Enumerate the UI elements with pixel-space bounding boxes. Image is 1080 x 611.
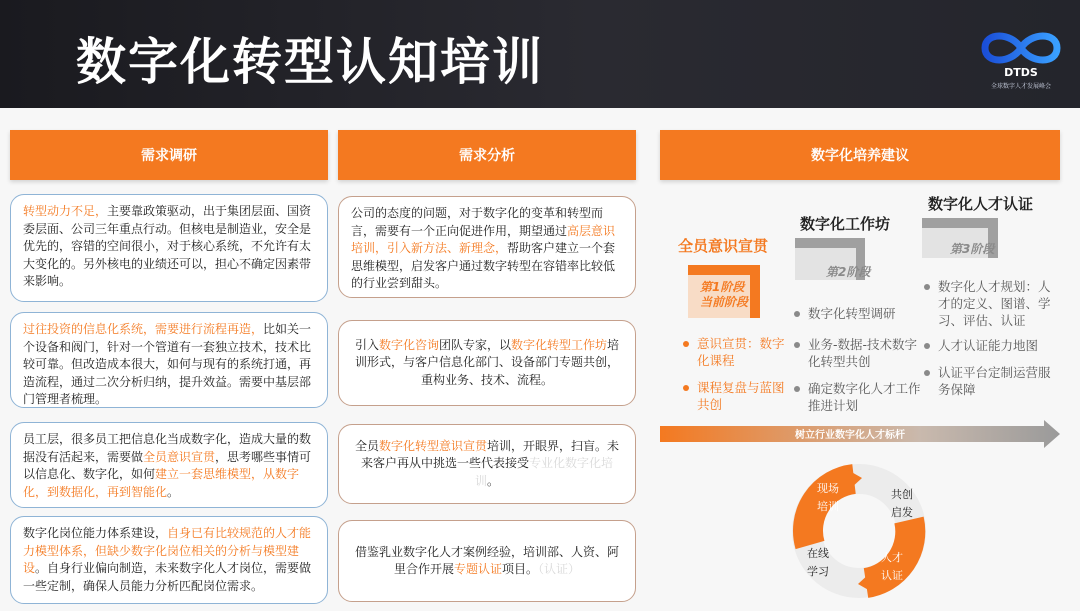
research-4-text-2: 。自身行业偏向制造，未来数字化人才岗位，需要做一些定制，确保人员能力分析匹配岗位需求。	[23, 561, 312, 593]
research-header-label: 需求调研	[141, 148, 197, 164]
analysis-4-text-1: 借鉴乳业数字化人才案例经验，培训部、人资、阿里合作开展	[354, 544, 619, 576]
stage-1-item: 课程复盘与蓝图共创	[681, 379, 789, 413]
research-3-highlight-1: 全员意识宣贯	[143, 449, 216, 464]
stage-1-title: 全员意识宣贯	[678, 237, 769, 255]
analysis-box-1	[338, 196, 636, 298]
analysis-box-2	[338, 320, 636, 406]
analysis-2-highlight-2: 数字化转型工作坊	[511, 337, 608, 352]
page-title: 数字化转型认知培训	[76, 33, 544, 91]
research-4-text-1: 数字化岗位能力体系建设，	[23, 526, 168, 540]
analysis-3-text-3: 。	[487, 473, 500, 488]
research-3-highlight-2: 建立一套思维模型，从数字化，到数据化，再到智能化	[23, 467, 300, 499]
advice-header-label: 数字化培养建议	[811, 148, 909, 164]
research-4-highlight: 自身已有比较规范的人才能力模型体系，但缺少数字化岗位相关的分析与模型建设	[23, 526, 312, 575]
stage-3-item: 数字化人才规划：人才的定义、图谱、学习、评估、认证	[922, 278, 1062, 329]
infinity-logo-icon	[975, 28, 1067, 68]
research-2-highlight: 过往投资的信息化系统，需要进行流程再造，	[23, 322, 264, 336]
stage-3-item: 认证平台定制运营服务保障	[922, 364, 1062, 398]
cycle-label-cocreate: 共创 启发	[891, 488, 913, 519]
cycle-label-online: 在线 学习	[807, 547, 829, 578]
analysis-1-text-2: 帮助客户建立一个套思维模型，启发客户通过数字转型在容错率比较低的行业尝到甜头。	[351, 241, 616, 290]
analysis-3-text-1: 全员	[354, 438, 379, 453]
cycle-label-cert: 人才 认证	[881, 551, 903, 582]
stage-2-item: 确定数字化人才工作推进计划	[792, 380, 922, 414]
stage-2-items	[792, 305, 922, 422]
research-1-text: 主要靠政策驱动，出于集团层面、国资委层面、公司三年重点行动。但核电是制造业，安全是优先的，容错的空间很小，对于核心系统，不允许有太大变化的。另外核电的业绩还可以，担心不确定因素带来影响。	[23, 204, 312, 288]
analysis-box-3	[338, 424, 636, 504]
analysis-3-text-2: 培训，开眼界，扫盲。未来客户再从中挑选一些代表接受	[360, 438, 620, 471]
research-3-text-3: 。	[167, 484, 180, 499]
analysis-3-highlight: 数字化转型意识宣贯	[378, 438, 487, 453]
analysis-1-highlight: 高层意识培训，引入新方法、新理念，	[351, 223, 616, 255]
research-3-text-1: 员工层，很多员工把信息化当成数字化，造成大量的数据没有活起来，需要做	[23, 432, 312, 464]
stage-3-title: 数字化人才认证	[928, 195, 1034, 213]
analysis-header-label: 需求分析	[459, 148, 515, 164]
analysis-1-text-1: 公司的态度的问题，对于数字化的变革和转型而言，需要有一个正向促进作用，期望通过	[351, 206, 604, 238]
stage-3-label: 第3阶段	[950, 242, 995, 256]
stage-2-item: 数字化转型调研	[792, 305, 922, 322]
research-box-2	[10, 312, 328, 408]
cycle-label-training: 现场 培训	[817, 482, 839, 513]
analysis-2-text-3: 培训形式，与客户信息化部门、设备部门专题共创，重构业务、技术、流程。	[354, 337, 620, 387]
stage-3-item: 人才认证能力地图	[922, 337, 1062, 354]
stage-2-item: 业务-数据-技术数字化转型共创	[792, 336, 922, 370]
stage-1-items	[681, 335, 789, 421]
stage-2-label: 第2阶段	[826, 265, 871, 279]
research-box-3	[10, 422, 328, 508]
stage-3-items	[922, 278, 1062, 406]
research-2-text: 比如关一个设备和阀门，针对一个管道有一套独立技术，技术比较可靠。但改造成本很大，如何与现有的系统打通，再造流程，通过二次分析归纳，提升效益。需要中基层部门管理者梳理。	[23, 322, 312, 406]
stage-2-title: 数字化工作坊	[800, 215, 891, 233]
analysis-2-text-1: 引入	[354, 337, 379, 352]
title-bar	[0, 0, 1080, 108]
arrow-label: 树立行业数字化人才标杆	[795, 430, 905, 441]
analysis-2-text-2: 团队专家，以	[438, 337, 511, 352]
research-box-1	[10, 194, 328, 302]
stage-1-item: 意识宣贯：数字化课程	[681, 335, 789, 369]
stage-1-label: 第1阶段 当前阶段	[700, 280, 749, 309]
dtds-logo	[975, 28, 1067, 98]
advice-header	[660, 130, 1060, 180]
research-box-4	[10, 516, 328, 604]
analysis-box-4	[338, 520, 636, 602]
logo-text: DTDS	[1004, 66, 1038, 79]
analysis-4-highlight: 专题认证	[453, 562, 502, 576]
analysis-4-text-2: 项目。	[502, 562, 539, 576]
research-1-highlight: 转型动力不足，	[23, 204, 108, 218]
analysis-4-faint: （认证）	[538, 562, 581, 576]
analysis-3-faint: 专业化数字化培训	[474, 456, 614, 488]
analysis-header	[338, 130, 636, 180]
research-header	[10, 130, 328, 180]
research-3-text-2: ，思考哪些事情可以信息化、数字化，如何	[23, 449, 312, 481]
analysis-2-highlight-1: 数字化咨询	[378, 337, 439, 352]
logo-subtitle: 全球数字人才发展峰会	[990, 83, 1051, 90]
